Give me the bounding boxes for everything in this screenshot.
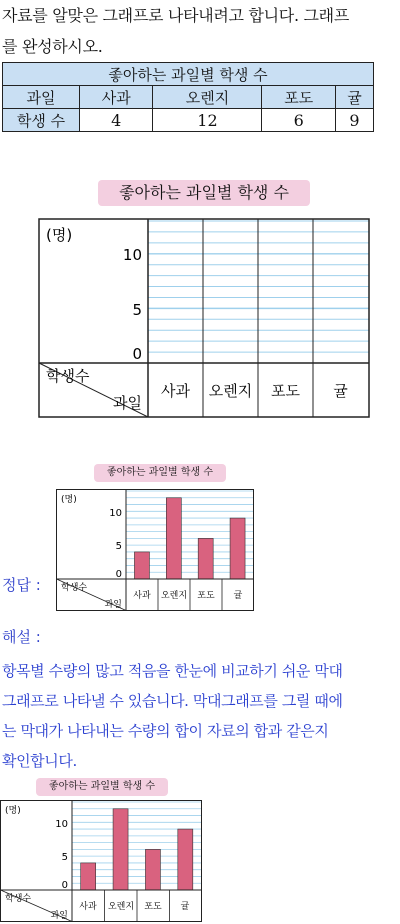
answer-chart-category: 오렌지 [160, 591, 188, 601]
empty-chart-category: 오렌지 [208, 382, 253, 400]
answer-chart-category: 사과 [133, 591, 151, 601]
empty-chart-category: 귤 [333, 382, 348, 400]
explanation-text [2, 656, 400, 776]
answer-chart-corner-top: 학생수 [61, 583, 88, 593]
answer-chart-corner-bottom: 과일 [104, 600, 122, 610]
explanation-chart-y-tick: 0 [61, 880, 68, 891]
explanation-chart-category: 사과 [79, 902, 97, 912]
explanation-label: 해설 : [2, 628, 41, 646]
explanation-chart-title: 좋아하는 과일별 학생 수 [36, 778, 168, 796]
question-text [2, 0, 400, 62]
empty-chart-y-tick: 5 [132, 301, 142, 319]
bar [145, 849, 160, 890]
empty-chart-y-tick: 10 [122, 246, 142, 264]
question-line-1: 자료를 알맞은 그래프로 나타내려고 합니다. 그래프 [2, 6, 349, 25]
table-header-cell: 오렌지 [153, 86, 262, 109]
table-title: 좋아하는 과일별 학생 수 [3, 63, 374, 86]
explanation-chart-corner-bottom: 과일 [50, 911, 68, 921]
answer-chart-unit: (명) [61, 495, 77, 505]
bar [81, 863, 96, 890]
answer-chart-y-tick: 0 [115, 569, 122, 580]
empty-chart-title: 좋아하는 과일별 학생 수 [98, 180, 310, 206]
explanation-chart-category: 오렌지 [107, 902, 135, 912]
data-table [2, 62, 374, 132]
bar [230, 518, 245, 579]
empty-chart [38, 218, 370, 418]
bar [134, 552, 149, 579]
empty-chart-y-tick: 0 [132, 345, 142, 363]
explanation-chart-unit: (명) [5, 806, 21, 816]
answer-chart-category: 포도 [197, 591, 215, 601]
explanation-line-4: 확인합니다. [2, 752, 77, 770]
explanation-line-3: 는 막대가 나타내는 수량의 합이 자료의 합과 같은지 [2, 722, 329, 740]
bar [113, 809, 128, 890]
explanation-chart [0, 800, 202, 922]
explanation-chart-corner-top: 학생수 [5, 894, 32, 904]
table-cell: 4 [80, 109, 153, 132]
explanation-line-1: 항목별 수량의 많고 적음을 한눈에 비교하기 쉬운 막대 [2, 662, 343, 680]
empty-chart-corner-bottom: 과일 [113, 394, 142, 412]
explanation-chart-y-tick: 5 [61, 852, 68, 863]
answer-chart-y-tick: 5 [115, 541, 122, 552]
bar [166, 498, 181, 579]
explanation-chart-category: 귤 [180, 902, 190, 912]
table-cell: 12 [153, 109, 262, 132]
bar [178, 829, 193, 890]
answer-chart-y-tick: 10 [109, 508, 122, 519]
answer-label: 정답 : [2, 576, 41, 594]
question-line-2: 를 완성하시오. [2, 37, 103, 56]
empty-chart-category: 사과 [161, 382, 190, 400]
table-header-cell: 사과 [80, 86, 153, 109]
empty-chart-unit: (명) [46, 226, 73, 244]
table-header-cell: 귤 [335, 86, 373, 109]
answer-chart [56, 489, 254, 611]
explanation-chart-y-tick: 10 [55, 819, 68, 830]
bar [198, 538, 213, 579]
table-cell: 6 [262, 109, 335, 132]
answer-chart-category: 귤 [233, 591, 243, 601]
explanation-line-2: 그래프로 나타낼 수 있습니다. 막대그래프를 그릴 때에 [2, 692, 343, 710]
table-cell: 9 [335, 109, 373, 132]
explanation-chart-category: 포도 [144, 902, 162, 912]
answer-chart-title: 좋아하는 과일별 학생 수 [94, 464, 226, 482]
table-header-cell: 포도 [262, 86, 335, 109]
empty-chart-category: 포도 [271, 382, 300, 400]
table-header-label: 과일 [3, 86, 80, 109]
empty-chart-corner-top: 학생수 [46, 367, 90, 385]
table-row-label: 학생 수 [3, 109, 80, 132]
